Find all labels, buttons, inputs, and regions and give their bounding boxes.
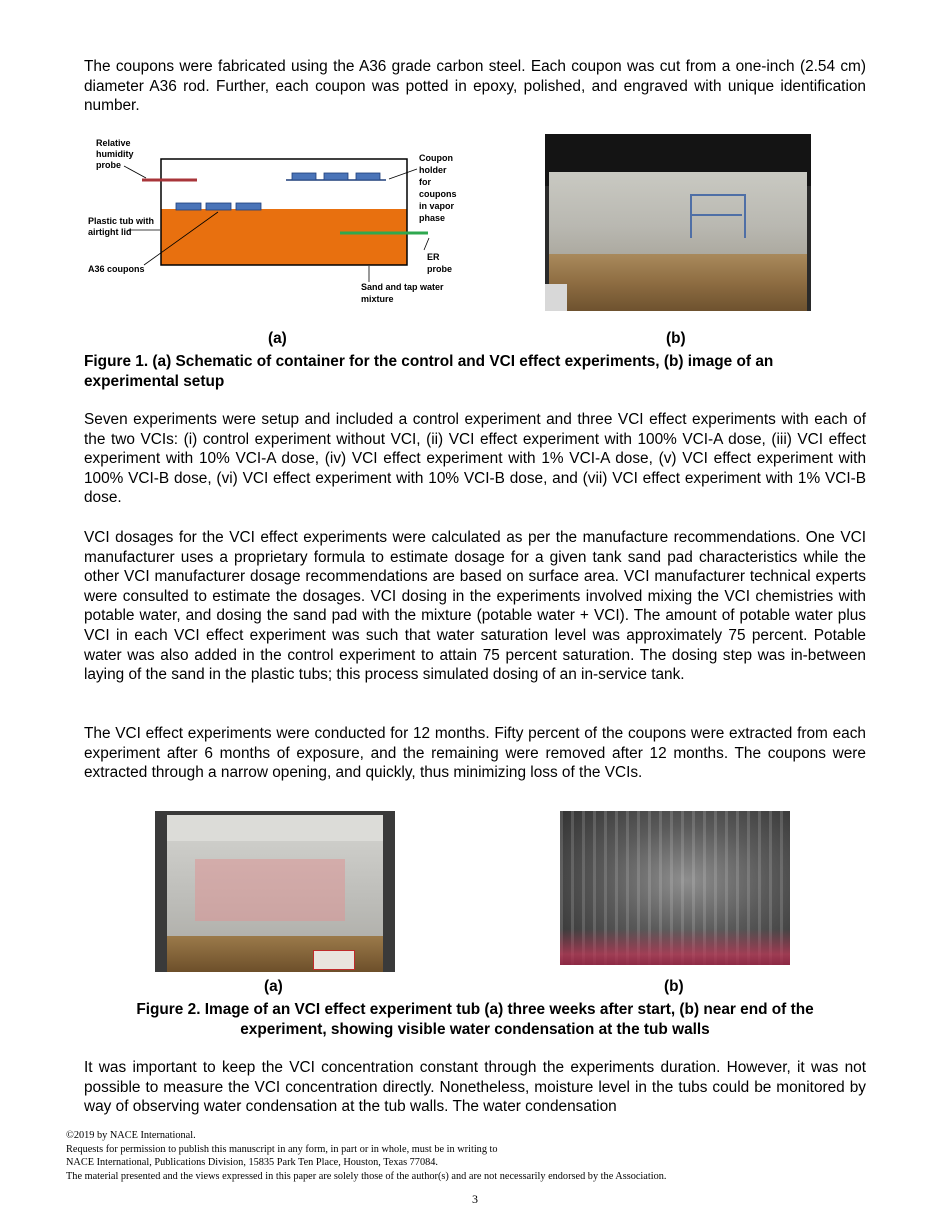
figure2-label-a: (a) [264, 978, 283, 995]
paragraph-vci-dosages: VCI dosages for the VCI effect experiments were calculated as per the manufacture recommendations. One VCI manufacturer uses a proprietary formula to estimate dosage for a given tank sand pad characteristics while the other VCI manufacturer dosage recommendations are based on surface area. VCI manufacturer technical experts were consulted to estimate the dosages. VCI dosing in the experiments involved mixing the VCI chemistries with potable water, and dosing the sand pad with the mixture (potable water + VCI). The amount of potable water plus VCI in each VCI effect experiment was such that water saturation level was approximately 75 percent. Potable water was also added in the control experiment to attain 75 percent saturation. The dosing step was in-between laying of the sand in the plastic tubs; this process simulated dosing of an in-service tank. [84, 529, 866, 684]
figure1-label-b: (b) [666, 330, 686, 347]
figure1-label-a: (a) [268, 330, 287, 347]
figure2-caption-line1: Figure 2. Image of an VCI effect experiment tub (a) three weeks after start, (b) near end of the [136, 1001, 814, 1018]
figure1-setup-photo [545, 134, 811, 311]
figure2-condensation-photo-b [560, 811, 790, 965]
coupon-sand-3 [236, 203, 261, 210]
figure2-caption [90, 1000, 860, 1039]
label-er-probe: ER probe [427, 252, 453, 274]
label-sand-mixture: Sand and tap water mixture [361, 282, 444, 304]
coupon-vapor-3 [356, 173, 380, 180]
coupon-vapor-2 [324, 173, 348, 180]
paragraph-vci-concentration: It was important to keep the VCI concentration constant through the experiments duration. However, it was not possible to measure the VCI concentration directly. Nonetheless, moisture level in the tubs could be monitored by way of observing water condensation at the tub walls. The water condensation [84, 1059, 866, 1116]
figure1-schematic [84, 132, 464, 312]
coupon-sand-2 [206, 203, 231, 210]
footer-line-3: NACE International, Publications Division, 15835 Park Ten Place, Houston, Texas 77084. [66, 1157, 438, 1169]
footer-line-4: The material presented and the views expressed in this paper are solely those of the author(s) and are not necessarily endorsed by the Association. [66, 1170, 667, 1182]
footer-copyright [66, 1129, 886, 1183]
label-coupon-holder: Coupon holder for coupons in vapor phase [419, 153, 457, 223]
figure2-label-b: (b) [664, 978, 684, 995]
figure2-caption-line2: experiment, showing visible water condensation at the tub walls [240, 1020, 710, 1038]
page-number: 3 [472, 1192, 478, 1206]
label-rh-probe: Relative humidity probe [96, 138, 134, 170]
coupon-sand-1 [176, 203, 201, 210]
paragraph-experiments: Seven experiments were setup and included a control experiment and three VCI effect experiments with each of the two VCIs: (i) control experiment without VCI, (ii) VCI effect experiment with 100% VCI-A dose, (iii) VCI effect experiment with 10% VCI-A dose, (iv) VCI effect experiment with 1% VCI-A dose, (v) VCI effect experiment with 100% VCI-B dose, (vi) VCI effect experiment with 10% VCI-B dose, and (vii) VCI effect experiment with 1% VCI-B dose. [84, 411, 866, 507]
coupon-vapor-1 [292, 173, 316, 180]
paragraph-coupon-fabrication: The coupons were fabricated using the A36 grade carbon steel. Each coupon was cut from a one-inch (2.54 cm) diameter A36 rod. Further, each coupon was potted in epoxy, polished, and engraved with unique identification number. [84, 58, 866, 115]
footer-line-2: Requests for permission to publish this manuscript in any form, in part or in whole, must be in writing to [66, 1143, 498, 1155]
figure2-tub-photo-a [155, 811, 395, 972]
footer-line-1: ©2019 by NACE International. [66, 1130, 196, 1141]
paragraph-duration: The VCI effect experiments were conducted for 12 months. Fifty percent of the coupons were extracted from each experiment after 6 months of exposure, and the remaining were removed after 12 months. The coupons were extracted through a narrow opening, and quickly, thus minimizing loss of the VCIs. [84, 725, 866, 782]
label-plastic-tub: Plastic tub with airtight lid [88, 216, 155, 237]
figure1-caption: Figure 1. (a) Schematic of container for the control and VCI effect experiments, (b) image of an experimental setup [84, 353, 774, 390]
label-a36-coupons: A36 coupons [88, 264, 145, 274]
sand-mixture-layer [161, 209, 407, 265]
